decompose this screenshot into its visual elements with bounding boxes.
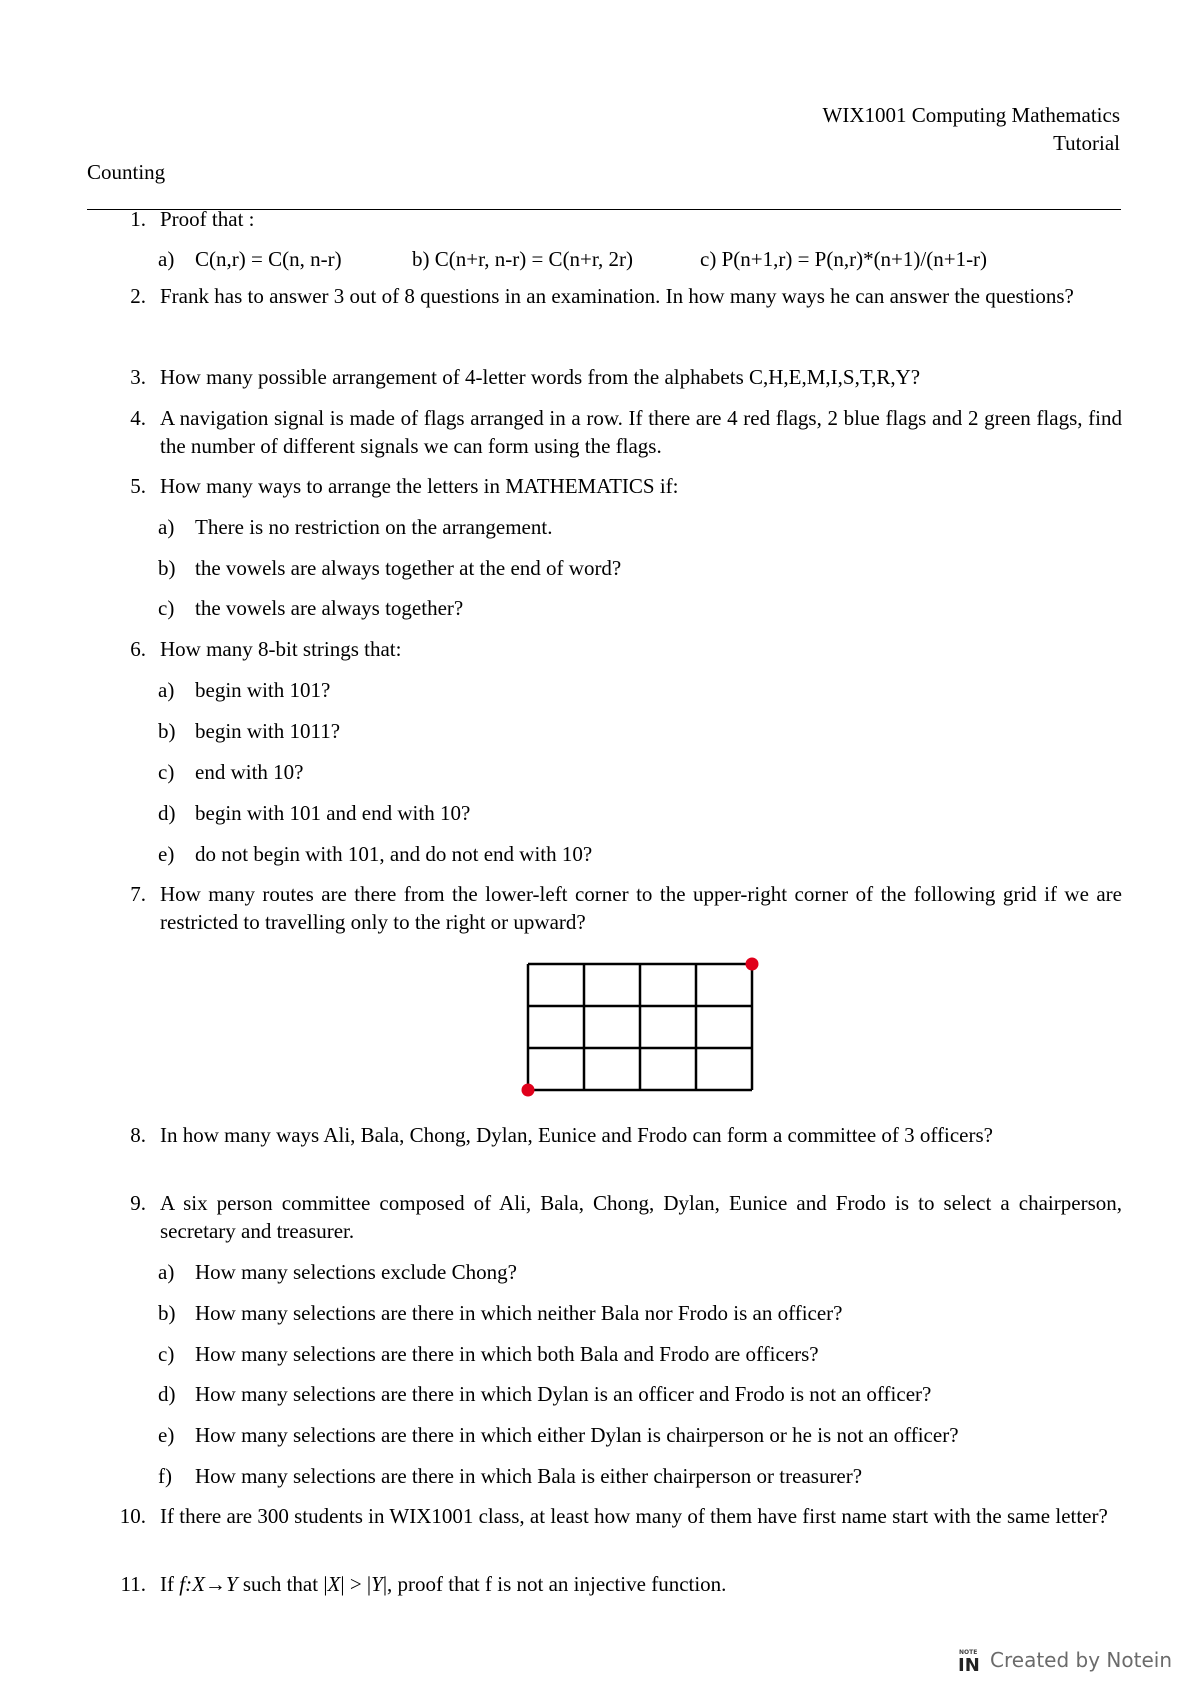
sub-label: c) — [158, 760, 175, 784]
question-number: 3. — [130, 365, 146, 389]
question-text — [160, 1570, 1122, 1598]
sub-question: begin with 101? — [195, 678, 331, 702]
question-number: 4. — [130, 406, 146, 430]
sub-label: f) — [158, 1464, 172, 1488]
question-text: Proof that : — [160, 207, 255, 231]
sub-label: c) — [158, 596, 175, 620]
set-x: X — [327, 1572, 341, 1596]
notein-logo-icon — [958, 1648, 984, 1672]
sub-question: begin with 101 and end with 10? — [195, 801, 471, 825]
question-number: 9. — [130, 1191, 146, 1215]
sub-question: How many selections are there in which Dylan is an officer and Frodo is not an officer? — [195, 1382, 932, 1406]
sub-label: a) — [158, 247, 175, 271]
sub-label: a) — [158, 1260, 175, 1284]
sub-label: a) — [158, 515, 175, 539]
question-number: 7. — [130, 882, 146, 906]
question-number: 1. — [130, 207, 146, 231]
sub-question: There is no restriction on the arrangement. — [195, 515, 553, 539]
question-number: 2. — [130, 284, 146, 308]
sub-question: end with 10? — [195, 760, 304, 784]
q11-text-mid2: | > | — [340, 1572, 372, 1596]
sub-question: How many selections are there in which neither Bala nor Frodo is an officer? — [195, 1301, 843, 1325]
question-number: 8. — [130, 1123, 146, 1147]
q11-text-mid: such that | — [237, 1572, 328, 1596]
q1-part-c: c) P(n+1,r) = P(n,r)*(n+1)/(n+1-r) — [700, 247, 988, 271]
sub-question: the vowels are always together? — [195, 596, 464, 620]
sub-label: e) — [158, 1423, 175, 1447]
sub-question: do not begin with 101, and do not end with 10? — [195, 842, 593, 866]
question-text: A navigation signal is made of flags arranged in a row. If there are 4 red flags, 2 blue flags and 2 green flags, find the number of different signals we can form using the flags. — [160, 406, 1122, 458]
sub-label: b) — [158, 556, 176, 580]
question-text: How many 8-bit strings that: — [160, 637, 402, 661]
route-grid-diagram — [520, 952, 760, 1098]
sub-label: d) — [158, 1382, 176, 1406]
question-number: 10. — [119, 1504, 146, 1528]
sub-question: How many selections are there in which Bala is either chairperson or treasurer? — [195, 1464, 863, 1488]
question-number: 11. — [120, 1572, 146, 1596]
sub-question: begin with 1011? — [195, 719, 341, 743]
function-notation: f:X→Y — [179, 1572, 238, 1596]
logo-main-text: IN — [958, 1655, 980, 1672]
set-y: Y — [371, 1572, 383, 1596]
sub-label: d) — [158, 801, 176, 825]
course-title: WIX1001 Computing Mathematics — [822, 103, 1120, 127]
question-text: A six person committee composed of Ali, Bala, Chong, Dylan, Eunice and Frodo is to select a chairperson, secretary and treasurer. — [160, 1191, 1122, 1243]
q1-part-a: C(n,r) = C(n, n-r) — [195, 247, 342, 271]
question-text: Frank has to answer 3 out of 8 questions in an examination. In how many ways he can answer the questions? — [160, 284, 1074, 308]
question-text: How many ways to arrange the letters in MATHEMATICS if: — [160, 474, 679, 498]
document-type: Tutorial — [1053, 131, 1120, 155]
question-text: If there are 300 students in WIX1001 class, at least how many of them have first name start with the same letter? — [160, 1504, 1108, 1528]
sub-question: How many selections are there in which either Dylan is chairperson or he is not an officer? — [195, 1423, 959, 1447]
question-text: How many possible arrangement of 4-letter words from the alphabets C,H,E,M,I,S,T,R,Y? — [160, 365, 921, 389]
sub-label: a) — [158, 678, 175, 702]
q11-text-end: |, proof that f is not an injective function. — [382, 1572, 727, 1596]
sub-label: c) — [158, 1342, 175, 1366]
q11-text-start: If — [160, 1572, 180, 1596]
sub-label: e) — [158, 842, 175, 866]
question-number: 5. — [130, 474, 146, 498]
sub-label: b) — [158, 719, 176, 743]
question-text: In how many ways Ali, Bala, Chong, Dylan, Eunice and Frodo can form a committee of 3 officers? — [160, 1123, 993, 1147]
topic-title: Counting — [87, 160, 166, 184]
notein-watermark — [958, 1648, 1172, 1672]
sub-question: the vowels are always together at the end of word? — [195, 556, 622, 580]
end-point-upper-right — [746, 958, 759, 971]
question-text: How many routes are there from the lower-left corner to the upper-right corner of the following grid if we are restricted to travelling only to the right or upward? — [160, 882, 1122, 934]
sub-label: b) — [158, 1301, 176, 1325]
question-number: 6. — [130, 637, 146, 661]
watermark-text: Created by Notein — [990, 1648, 1172, 1672]
sub-question: How many selections exclude Chong? — [195, 1260, 517, 1284]
start-point-lower-left — [522, 1084, 535, 1097]
q1-part-b: b) C(n+r, n-r) = C(n+r, 2r) — [412, 247, 634, 271]
route-grid — [520, 952, 760, 1098]
logo-top-text: NOTE — [959, 1649, 978, 1656]
sub-question: How many selections are there in which both Bala and Frodo are officers? — [195, 1342, 819, 1366]
